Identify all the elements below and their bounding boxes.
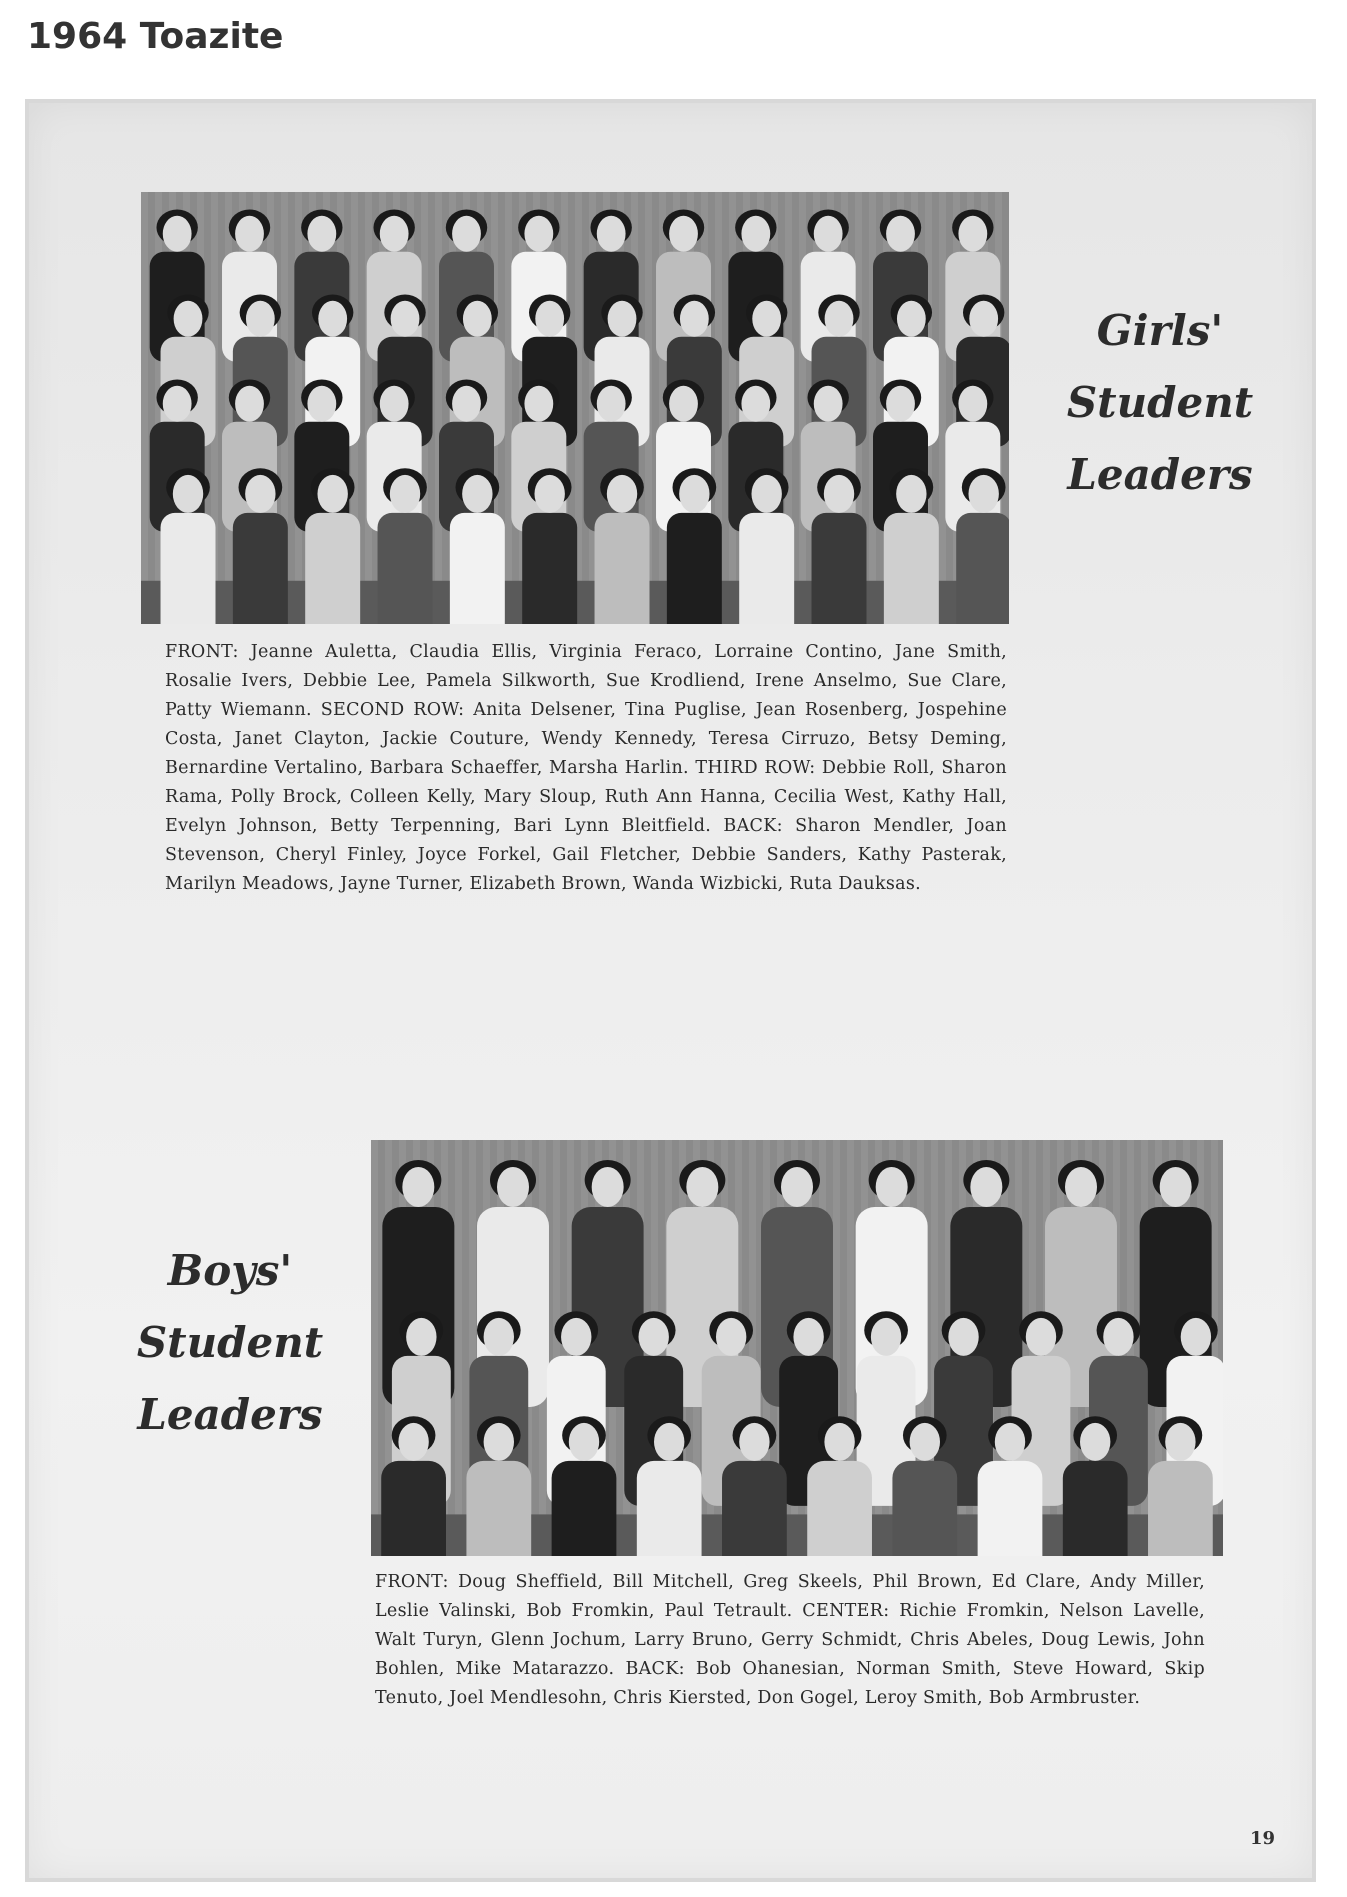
girl-person	[161, 468, 216, 624]
girl-person	[956, 468, 1009, 624]
girl-person	[812, 468, 867, 624]
girls-section-title	[1060, 295, 1260, 511]
girl-person	[378, 468, 433, 624]
girls-caption-text: FRONT: Jeanne Auletta, Claudia Ellis, Virginia Feraco, Lorraine Contino, Jane Smith, Rosalie Ivers, Debbie Lee, Pamela Silkworth, Sue Krodliend, Irene Anselmo, Sue Clare, Patty Wiemann. SECOND ROW: Anita Delsener, Tina Puglise, Jean Rosenberg, Jospehine Costa, Janet Clayton, Jackie Couture, Wendy Kennedy, Teresa Cirruzo, Betsy Deming, Bernardine Vertalino, Barbara Schaeffer, Marsha Harlin. THIRD ROW: Debbie Roll, Sharon Rama, Polly Brock, Colleen Kelly, Mary Sloup, Ruth Ann Hanna, Cecilia West, Kathy Hall, Evelyn Johnson, Betty Terpenning, Bari Lynn Bleitfield. BACK: Sharon Mendler, Joan Stevenson, Cheryl Finley, Joyce Forkel, Gail Fletcher, Debbie Sanders, Kathy Pasterak, Marilyn Meadows, Jayne Turner, Elizabeth Brown, Wanda Wizbicki, Ruta Dauksas.	[165, 642, 1007, 894]
boys-title-line-1: Boys'	[167, 1246, 293, 1295]
boys-caption-text: FRONT: Doug Sheffield, Bill Mitchell, Greg Skeels, Phil Brown, Ed Clare, Andy Miller, Leslie Valinski, Bob Fromkin, Paul Tetrault. CENTER: Richie Fromkin, Nelson Lavelle, Walt Turyn, Glenn Jochum, Larry Bruno, Gerry Schmidt, Chris Abeles, Doug Lewis, John Bohlen, Mike Matarazzo. BACK: Bob Ohanesian, Norman Smith, Steve Howard, Skip Tenuto, Joel Mendlesohn, Chris Kiersted, Don Gogel, Leroy Smith, Bob Armbruster.	[375, 1572, 1205, 1708]
page-title: 1964 Toazite	[27, 16, 284, 57]
girls-title-line-1: Girls'	[1096, 306, 1224, 355]
boys-title-line-2: Student	[136, 1318, 324, 1367]
boys-section-title	[130, 1235, 330, 1451]
boys-caption	[375, 1568, 1205, 1713]
boys-title-line-3: Leaders	[137, 1390, 323, 1439]
girl-person	[305, 468, 360, 624]
boys-group-photo	[371, 1140, 1223, 1556]
girls-group-photo	[141, 192, 1009, 624]
girl-person	[884, 468, 939, 624]
girls-caption	[165, 638, 1007, 899]
girl-person	[667, 468, 722, 624]
girl-person	[595, 468, 650, 624]
page-number: 19	[1250, 1828, 1276, 1849]
girl-person	[233, 468, 288, 624]
girls-title-line-2: Student	[1066, 378, 1254, 427]
girl-person	[450, 468, 505, 624]
girl-person	[522, 468, 577, 624]
girls-title-line-3: Leaders	[1067, 450, 1253, 499]
girl-person	[739, 468, 794, 624]
